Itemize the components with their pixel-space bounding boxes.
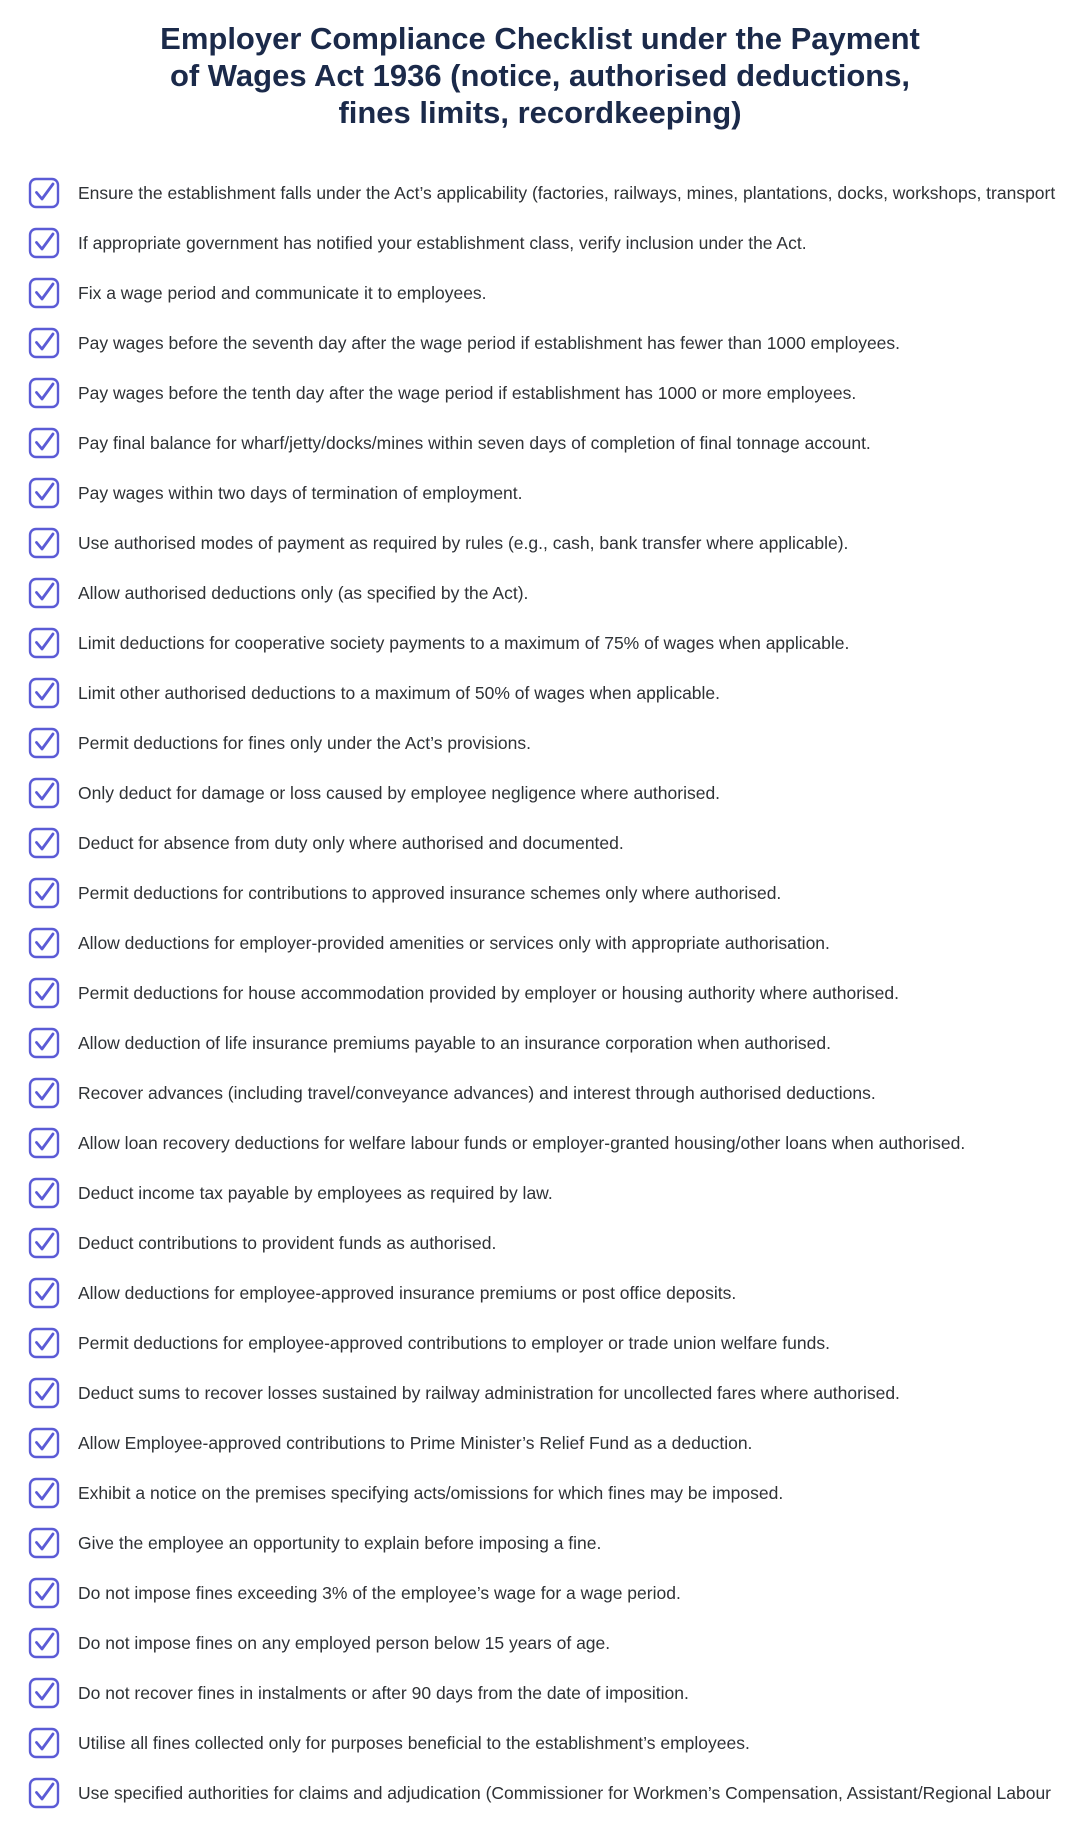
checklist-item: [28, 718, 1080, 768]
checked-checkbox-icon[interactable]: [28, 1177, 60, 1209]
checklist-item-label: Only deduct for damage or loss caused by employee negligence where authorised.: [78, 783, 721, 803]
checklist-item: [28, 568, 1080, 618]
checked-checkbox-icon[interactable]: [28, 827, 60, 859]
checklist-item: [28, 918, 1080, 968]
checked-checkbox-icon[interactable]: [28, 577, 60, 609]
checklist-item-label: Recover advances (including travel/conveyance advances) and interest through authorised deductions.: [78, 1083, 876, 1103]
checked-checkbox-icon[interactable]: [28, 927, 60, 959]
checklist-item-label: Deduct sums to recover losses sustained by railway administration for uncollected fares where authorised.: [78, 1383, 900, 1403]
checklist-item-label: Allow loan recovery deductions for welfare labour funds or employer-granted housing/other loans when authorised.: [78, 1133, 966, 1153]
checklist-item-label: Permit deductions for house accommodation provided by employer or housing authority where authorised.: [78, 983, 900, 1003]
checked-checkbox-icon[interactable]: [28, 1027, 60, 1059]
checklist-item: [28, 318, 1080, 368]
checklist-item: [28, 218, 1080, 268]
checklist-item: [28, 168, 1080, 218]
checklist-item: [28, 518, 1080, 568]
checklist-item-label: Allow deductions for employee-approved insurance premiums or post office deposits.: [78, 1283, 737, 1303]
checked-checkbox-icon[interactable]: [28, 177, 60, 209]
checklist-item-label: Use specified authorities for claims and adjudication (Commissioner for Workmen’s Compensation, Assistant/Regional Labour: [78, 1783, 1052, 1803]
checklist-item: [28, 1618, 1080, 1668]
checklist-item-label: Use authorised modes of payment as required by rules (e.g., cash, bank transfer where applicable).: [78, 533, 849, 553]
checklist-item-label: Fix a wage period and communicate it to employees.: [78, 283, 487, 303]
checklist-item-label: Deduct for absence from duty only where authorised and documented.: [78, 833, 624, 853]
checked-checkbox-icon[interactable]: [28, 1677, 60, 1709]
checklist-item-label: Pay wages within two days of termination of employment.: [78, 483, 523, 503]
checked-checkbox-icon[interactable]: [28, 227, 60, 259]
checklist-item-label: Do not impose fines on any employed person below 15 years of age.: [78, 1633, 611, 1653]
checklist-item-label: Utilise all fines collected only for purposes beneficial to the establishment’s employees.: [78, 1733, 750, 1753]
checklist-item: [28, 1568, 1080, 1618]
checklist-item: [28, 418, 1080, 468]
checklist-item-label: Limit deductions for cooperative society payments to a maximum of 75% of wages when applicable.: [78, 633, 850, 653]
checked-checkbox-icon[interactable]: [28, 1277, 60, 1309]
checklist-item: [28, 1168, 1080, 1218]
checklist-item-label: Give the employee an opportunity to explain before imposing a fine.: [78, 1533, 602, 1553]
checklist-item-label: Pay final balance for wharf/jetty/docks/mines within seven days of completion of final tonnage account.: [78, 433, 871, 453]
checklist-item: [28, 1418, 1080, 1468]
checked-checkbox-icon[interactable]: [28, 777, 60, 809]
checklist-item: [28, 668, 1080, 718]
checklist-item: [28, 768, 1080, 818]
checklist-item: [28, 818, 1080, 868]
checklist-item-label: Exhibit a notice on the premises specifying acts/omissions for which fines may be imposed.: [78, 1483, 784, 1503]
checklist-item: [28, 1068, 1080, 1118]
checked-checkbox-icon[interactable]: [28, 727, 60, 759]
checklist-item: [28, 1118, 1080, 1168]
checked-checkbox-icon[interactable]: [28, 1327, 60, 1359]
checklist-item: [28, 868, 1080, 918]
checked-checkbox-icon[interactable]: [28, 1227, 60, 1259]
checklist-item-label: Deduct contributions to provident funds as authorised.: [78, 1233, 497, 1253]
checked-checkbox-icon[interactable]: [28, 977, 60, 1009]
checklist-item: [28, 468, 1080, 518]
checklist: [28, 168, 1080, 1818]
checked-checkbox-icon[interactable]: [28, 1627, 60, 1659]
checked-checkbox-icon[interactable]: [28, 627, 60, 659]
checklist-item-label: Do not impose fines exceeding 3% of the employee’s wage for a wage period.: [78, 1583, 681, 1603]
checked-checkbox-icon[interactable]: [28, 1377, 60, 1409]
checklist-item-label: Ensure the establishment falls under the Act’s applicability (factories, railways, mines, plantations, docks, workshops, transport: [78, 183, 1056, 203]
checklist-item: [28, 368, 1080, 418]
checklist-item: [28, 268, 1080, 318]
checklist-item: [28, 1518, 1080, 1568]
checked-checkbox-icon[interactable]: [28, 277, 60, 309]
checked-checkbox-icon[interactable]: [28, 1477, 60, 1509]
checklist-item-label: Pay wages before the seventh day after the wage period if establishment has fewer than 1000 employees.: [78, 333, 901, 353]
checklist-item: [28, 968, 1080, 1018]
checklist-item: [28, 618, 1080, 668]
checklist-item-label: Permit deductions for contributions to approved insurance schemes only where authorised.: [78, 883, 782, 903]
checklist-item: [28, 1668, 1080, 1718]
checked-checkbox-icon[interactable]: [28, 1427, 60, 1459]
checked-checkbox-icon[interactable]: [28, 527, 60, 559]
checklist-item-label: Permit deductions for employee-approved contributions to employer or trade union welfare funds.: [78, 1333, 830, 1353]
checklist-item: [28, 1368, 1080, 1418]
checked-checkbox-icon[interactable]: [28, 1077, 60, 1109]
checklist-item: [28, 1468, 1080, 1518]
checked-checkbox-icon[interactable]: [28, 377, 60, 409]
checked-checkbox-icon[interactable]: [28, 1127, 60, 1159]
checklist-item: [28, 1218, 1080, 1268]
checked-checkbox-icon[interactable]: [28, 327, 60, 359]
checklist-item-label: Allow Employee-approved contributions to Prime Minister’s Relief Fund as a deduction.: [78, 1433, 753, 1453]
checklist-item: [28, 1318, 1080, 1368]
page-title: Employer Compliance Checklist under the Payment of Wages Act 1936 (notice, authorised deductions, fines limits, recordkeeping): [160, 21, 920, 130]
checklist-item-label: Pay wages before the tenth day after the wage period if establishment has 1000 or more employees.: [78, 383, 857, 403]
checklist-item-label: Permit deductions for fines only under the Act’s provisions.: [78, 733, 531, 753]
checklist-item: [28, 1268, 1080, 1318]
checklist-item: [28, 1718, 1080, 1768]
checked-checkbox-icon[interactable]: [28, 1777, 60, 1809]
checked-checkbox-icon[interactable]: [28, 877, 60, 909]
checklist-item: [28, 1018, 1080, 1068]
checklist-item: [28, 1768, 1080, 1818]
checked-checkbox-icon[interactable]: [28, 1577, 60, 1609]
checklist-item-label: If appropriate government has notified your establishment class, verify inclusion under the Act.: [78, 233, 807, 253]
checked-checkbox-icon[interactable]: [28, 1727, 60, 1759]
checked-checkbox-icon[interactable]: [28, 1527, 60, 1559]
checklist-item-label: Do not recover fines in instalments or after 90 days from the date of imposition.: [78, 1683, 689, 1703]
checklist-item-label: Limit other authorised deductions to a maximum of 50% of wages when applicable.: [78, 683, 721, 703]
title-wrapper: [0, 20, 1080, 131]
checklist-item-label: Allow authorised deductions only (as specified by the Act).: [78, 583, 529, 603]
checklist-item-label: Deduct income tax payable by employees as required by law.: [78, 1183, 553, 1203]
checked-checkbox-icon[interactable]: [28, 477, 60, 509]
checklist-item-label: Allow deductions for employer-provided amenities or services only with appropriate authorisation.: [78, 933, 830, 953]
checklist-item-label: Allow deduction of life insurance premiums payable to an insurance corporation when authorised.: [78, 1033, 831, 1053]
checked-checkbox-icon[interactable]: [28, 427, 60, 459]
checked-checkbox-icon[interactable]: [28, 677, 60, 709]
